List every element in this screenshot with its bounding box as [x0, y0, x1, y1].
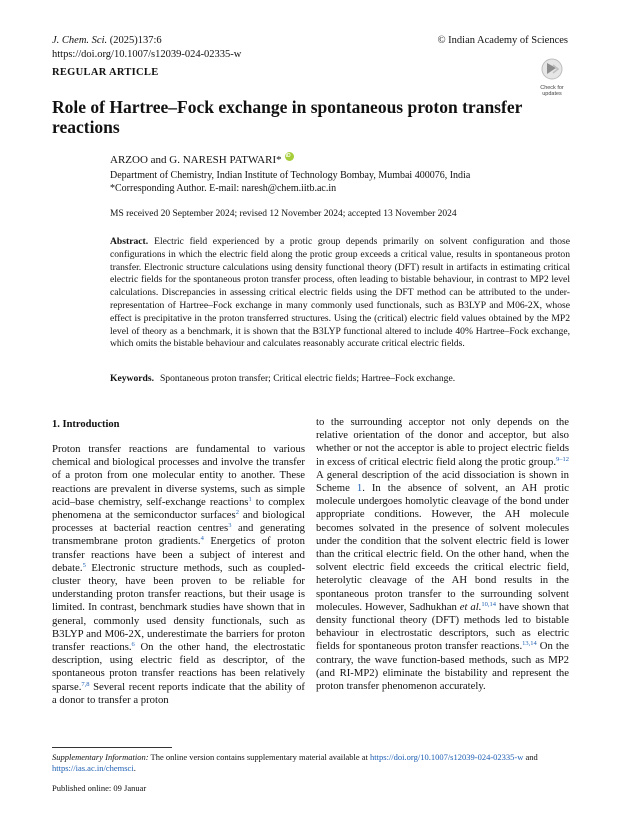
article-type: REGULAR ARTICLE — [52, 67, 159, 78]
keywords-text: Spontaneous proton transfer; Critical electric fields; Hartree–Fock exchange. — [159, 373, 456, 384]
supplementary-info: Supplementary Information: The online version contains supplementary material available at https://doi.org/10.1007/s12039-024-02335-w and https://ias.ac.in/chemsci. — [52, 752, 538, 773]
abstract — [110, 236, 570, 351]
citation-ref[interactable]: 7,8 — [81, 680, 90, 688]
journal-link[interactable]: https://ias.ac.in/chemsci — [52, 763, 134, 773]
orcid-icon[interactable] — [285, 152, 294, 161]
citation-ref[interactable]: 6 — [131, 641, 135, 649]
paragraph: to the surrounding acceptor not only depends on the relative orientation of the donor and acceptor, but also whether or not the acceptor is able to project electric fields in excess of critical electric field along the protic group.$^{9-12}$ A general description of the acid dissociation is shown in Scheme 1. In the absence of solvent, an AH protic molecule undergoes homolytic cleavage of the bond under appropriate conditions. However, the AH molecule becomes solvated in the presence of solvent molecules under the condition that the solvent electric field is lower than the critical electric field. On the other hand, when the solvent electric field exceeds the critical electric field, heterolytic cleavage of the AH bond results in the spontaneous proton transfer to the surrounding solvent molecules. However, Sadhukhan et al.$^{10,14}$ have shown that density functional theory (DFT) methods led to bistable behaviour in electrostatic descriptors, such as electric fields for spontaneous proton transfer reactions.$^{13,14}$ On the contrary, the wave function-based methods, such as MP2 (and RI-MP2) eliminate the bistability and represent the proton transfer phenomenon accurately. — [316, 416, 570, 693]
citation-ref[interactable]: 5 — [82, 561, 86, 569]
citation-ref[interactable]: 13,14 — [522, 640, 537, 648]
scheme-ref[interactable]: 1 — [356, 482, 363, 495]
article-title: Role of Hartree–Fock exchange in spontaneous proton transfer reactions — [52, 97, 523, 137]
author-list: ARZOO and G. NARESH PATWARI*iD — [110, 152, 294, 166]
body-column-left — [52, 443, 305, 707]
abstract-label: Abstract. — [110, 236, 149, 247]
section-heading: 1. Introduction — [52, 419, 120, 430]
journal-header — [52, 34, 241, 62]
check-for-updates-icon — [536, 58, 568, 82]
affiliation: Department of Chemistry, Indian Institute of Technology Bombay, Mumbai 400076, India — [110, 170, 471, 181]
abstract-text: Electric field experienced by a protic group depends primarily on solvent configuration and those configurations in which the electric field along the protic group exceeds a critical value, results in spontaneous proton transfer. Electronic structure calculations using density functional theory (DFT) result in artifacts in estimating critical electric fields for the spontaneous proton transfer process, often leading to bistable behaviour, in contrast to MP2 level calculations. Discrepancies in assessing critical electric fields using the DFT method can be attributed to the under-representation of Hartree–Fock exchange in many commonly used functionals, such as B3LYP and M06-2X, whose effect is precipitative in the proton transferred structures. Using the (critical) electric field values obtained by the MP2 level of theory as a benchmark, it is shown that the B3LYP functional altered to include 40% Hartree–Fock exchange, which omits the bistable behaviour and calculates reasonably accurate critical electric fields. — [110, 236, 570, 350]
supplementary-link[interactable]: https://doi.org/10.1007/s12039-024-02335-w — [370, 752, 524, 762]
doi-link[interactable]: https://doi.org/10.1007/s12039-024-02335-w — [52, 49, 242, 60]
keywords-label: Keywords. — [110, 373, 154, 384]
published-date: Published online: 09 Januar — [52, 783, 147, 793]
citation: (2025)137:6 — [109, 35, 162, 46]
affiliation-block — [110, 169, 570, 195]
footnote-divider — [52, 747, 172, 748]
citation-ref[interactable]: 2 — [235, 509, 239, 517]
body-column-right — [316, 416, 569, 693]
citation-ref[interactable]: 1 — [248, 495, 252, 503]
citation-ref[interactable]: 10,14 — [481, 600, 497, 608]
journal-name: J. Chem. Sci. — [52, 35, 108, 46]
supplementary-label: Supplementary Information: — [52, 752, 149, 762]
citation-ref[interactable]: 4 — [200, 535, 204, 543]
check-for-updates-label: Check for updates — [540, 85, 564, 97]
paragraph: Proton transfer reactions are fundamental to various chemical and biological processes and involve the transfer of a proton from one molecular entity to another. These reactions are prevalent in diverse systems, such as simple acid–base chemistry, self-exchange reactions$^1$ to complex phenomena at the semiconductor surfaces$^2$ and biological processes at bacterial reaction centres$^3$ and generating transmembrane proton gradients.$^4$ Energetics of proton transfer reactions have been a subject of interest and debate.$^5$ Electronic structure methods, such as coupled-cluster theory, have been proven to be reliable for understanding proton transfer reactions, but their usage is limited. In contrast, benchmark studies have shown that in general, commonly used density functionals, such as B3LYP and M06-2X, underestimate the barriers for proton transfer reactions.$^6$ On the other hand, the electrostatic description, using electric field as descriptor, of the spontaneous proton transfer reactions has been relatively sparse.$^{7,8}$ Several recent reports indicate that the ability of a donor to transfer a proton — [52, 443, 305, 706]
corresponding-author: *Corresponding Author. E-mail: naresh@chem.iitb.ac.in — [110, 183, 337, 194]
keywords — [110, 373, 570, 384]
publisher: © Indian Academy of Sciences — [437, 35, 568, 46]
citation-ref[interactable]: 3 — [228, 522, 232, 530]
received-dates: MS received 20 September 2024; revised 12 November 2024; accepted 13 November 2024 — [110, 209, 457, 219]
citation-ref[interactable]: 9–12 — [556, 455, 569, 463]
